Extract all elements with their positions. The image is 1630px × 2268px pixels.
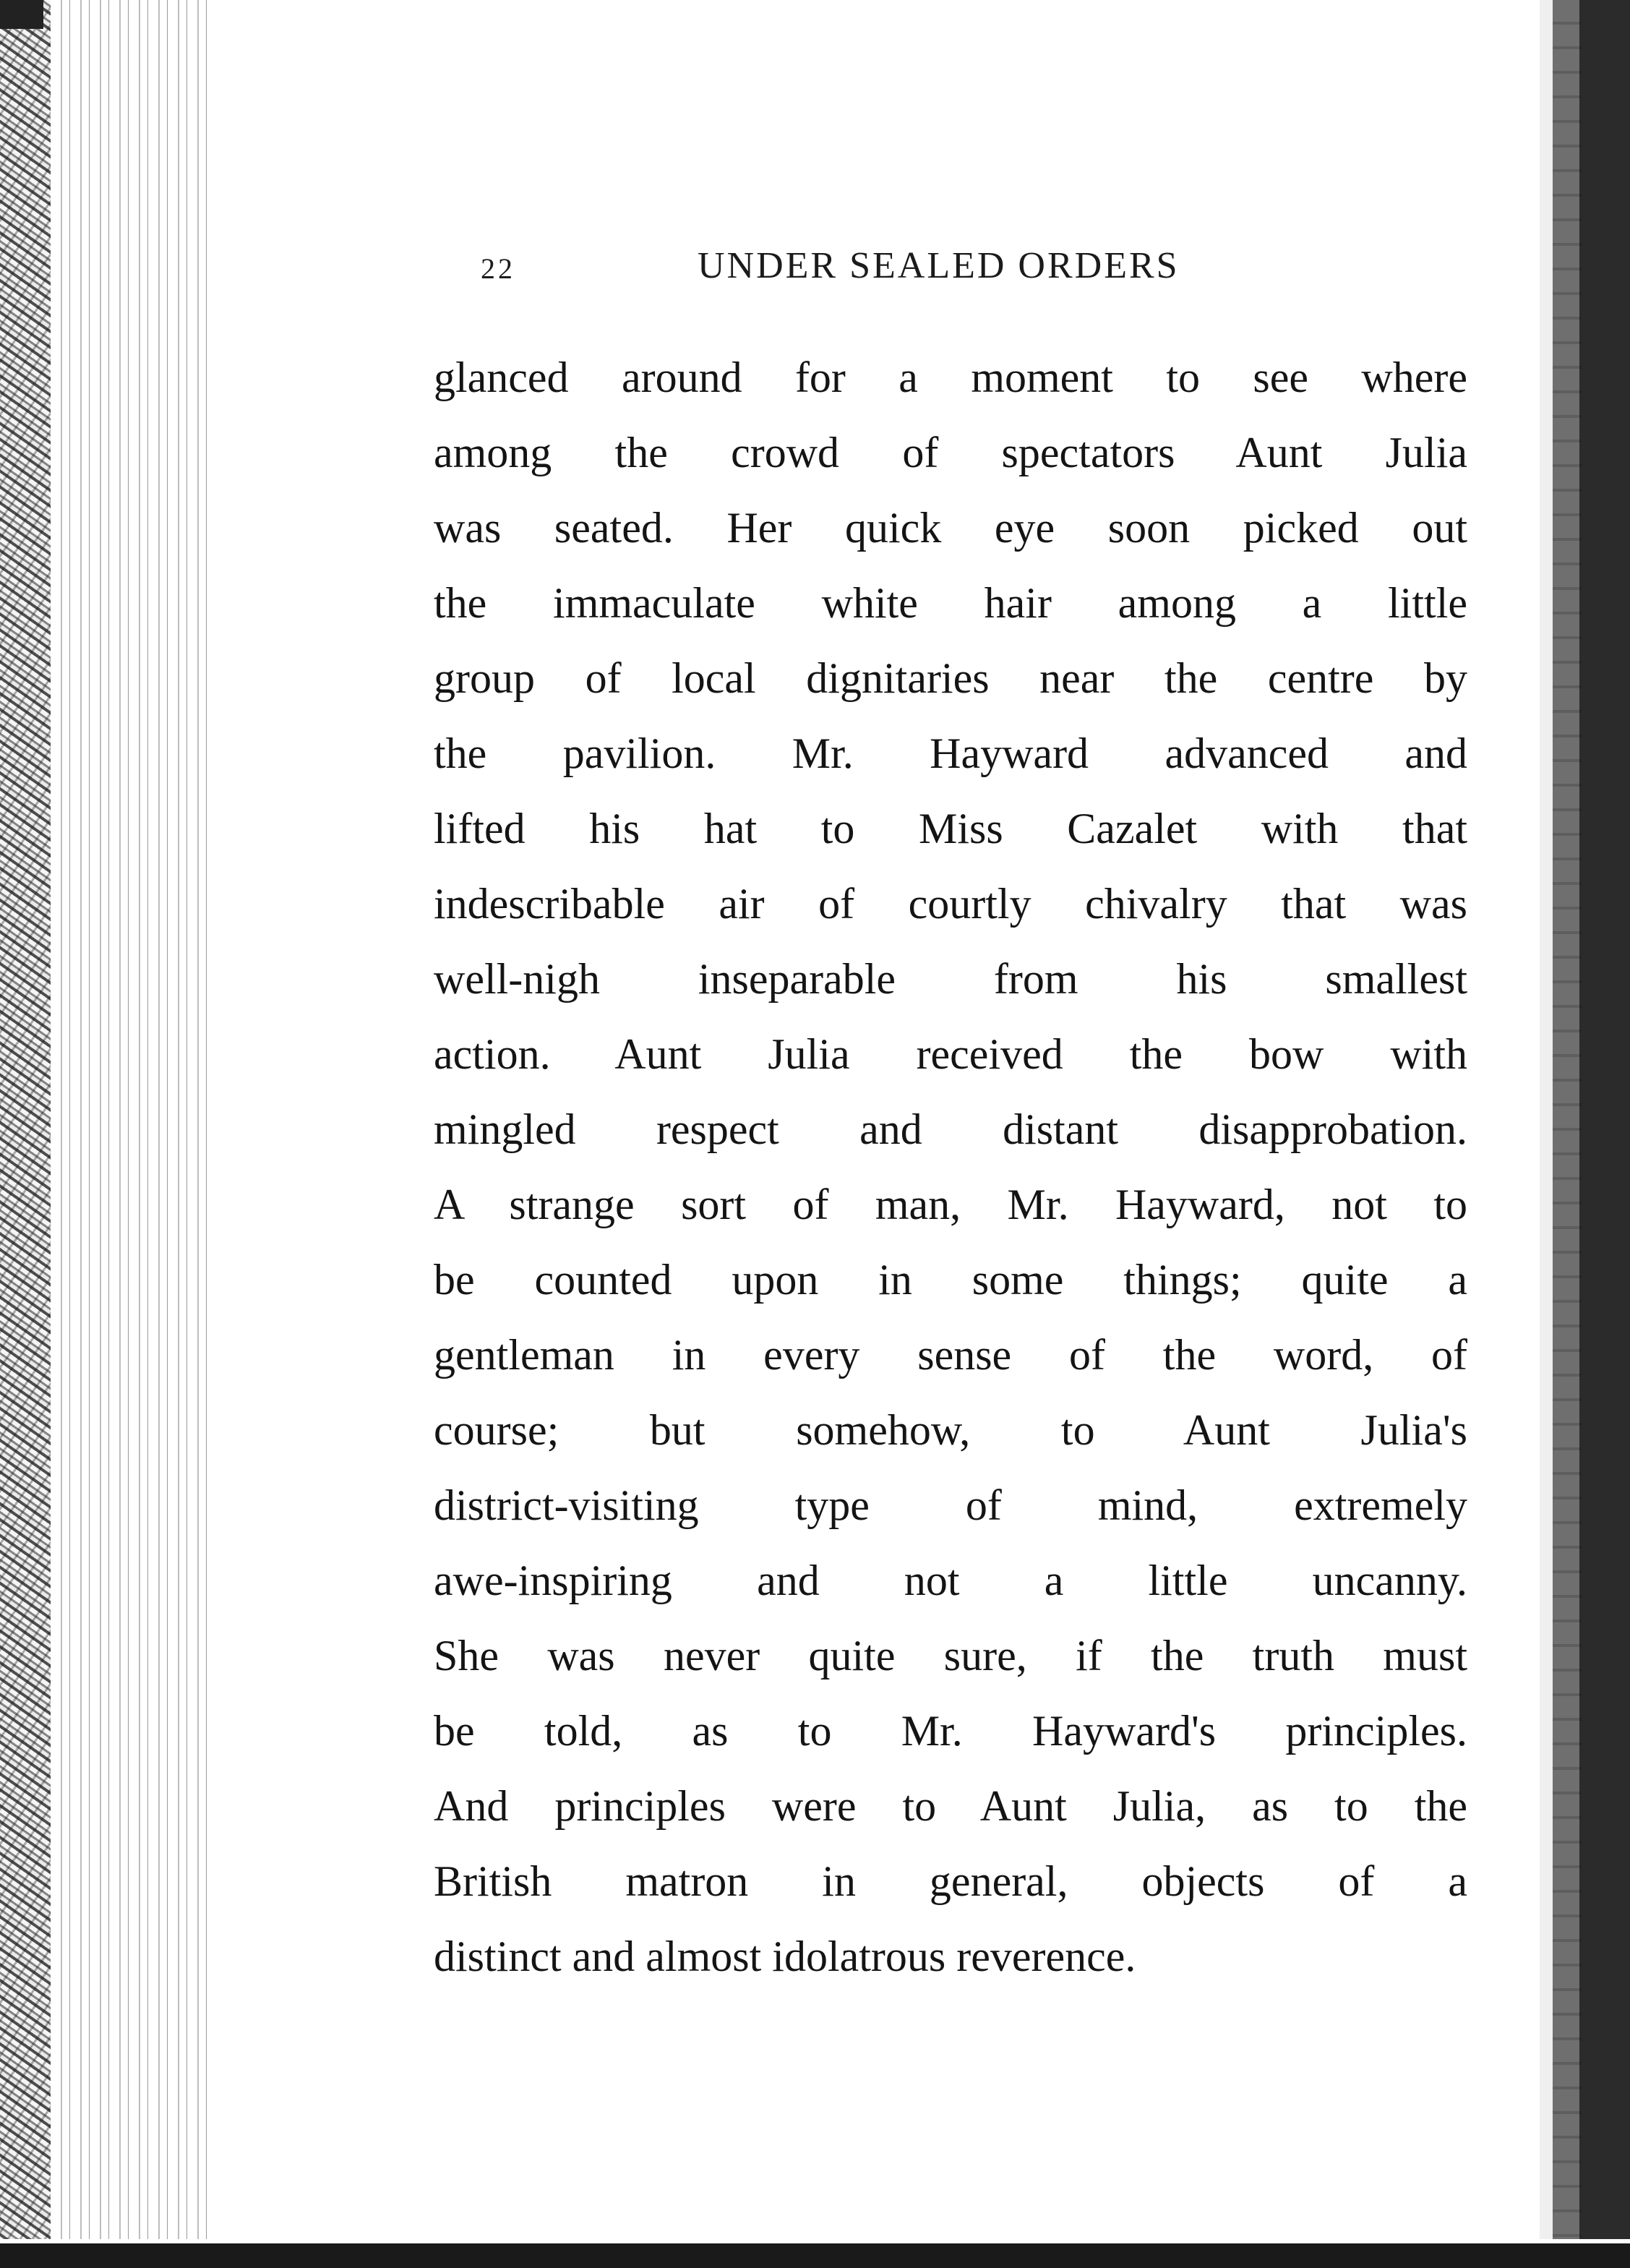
text-line: gentleman in every sense of the word, of	[434, 1331, 1467, 1379]
text-line: A strange sort of man, Mr. Hayward, not to	[434, 1181, 1467, 1228]
running-head	[481, 239, 1276, 296]
body-text	[434, 340, 1467, 1994]
text-line: mingled respect and distant disapprobation.	[434, 1105, 1467, 1153]
text-line: district-visiting type of mind, extremely	[434, 1481, 1467, 1529]
text-line: glanced around for a moment to see where	[434, 354, 1467, 401]
text-line: She was never quite sure, if the truth must	[434, 1632, 1467, 1679]
text-line: And principles were to Aunt Julia, as to the	[434, 1782, 1467, 1830]
running-title: UNDER SEALED ORDERS	[698, 245, 1180, 286]
text-line: the immaculate white hair among a little	[434, 579, 1467, 627]
page-number: 22	[481, 252, 515, 285]
text-line: British matron in general, objects of a	[434, 1857, 1467, 1905]
marbled-binding	[0, 0, 51, 2268]
text-line: indescribable air of courtly chivalry that was	[434, 880, 1467, 928]
scan-corner-shadow	[0, 0, 43, 29]
text-line: be told, as to Mr. Hayward's principles.	[434, 1707, 1467, 1755]
text-line: awe-inspiring and not a little uncanny.	[434, 1557, 1467, 1604]
text-line: was seated. Her quick eye soon picked out	[434, 504, 1467, 552]
text-line: well-nigh inseparable from his smallest	[434, 955, 1467, 1003]
text-line: lifted his hat to Miss Cazalet with that	[434, 805, 1467, 852]
text-line: among the crowd of spectators Aunt Julia	[434, 429, 1467, 476]
stacked-page-edges	[51, 0, 217, 2268]
text-line: group of local dignitaries near the centre by	[434, 654, 1467, 702]
book-right-edge	[1540, 0, 1630, 2268]
text-line: distinct and almost idolatrous reverence.	[434, 1933, 1136, 1980]
scan-bottom-edge	[0, 2239, 1630, 2268]
text-line: be counted upon in some things; quite a	[434, 1256, 1467, 1304]
text-line: course; but somehow, to Aunt Julia's	[434, 1406, 1467, 1454]
text-line: action. Aunt Julia received the bow with	[434, 1030, 1467, 1078]
text-line: the pavilion. Mr. Hayward advanced and	[434, 729, 1467, 777]
